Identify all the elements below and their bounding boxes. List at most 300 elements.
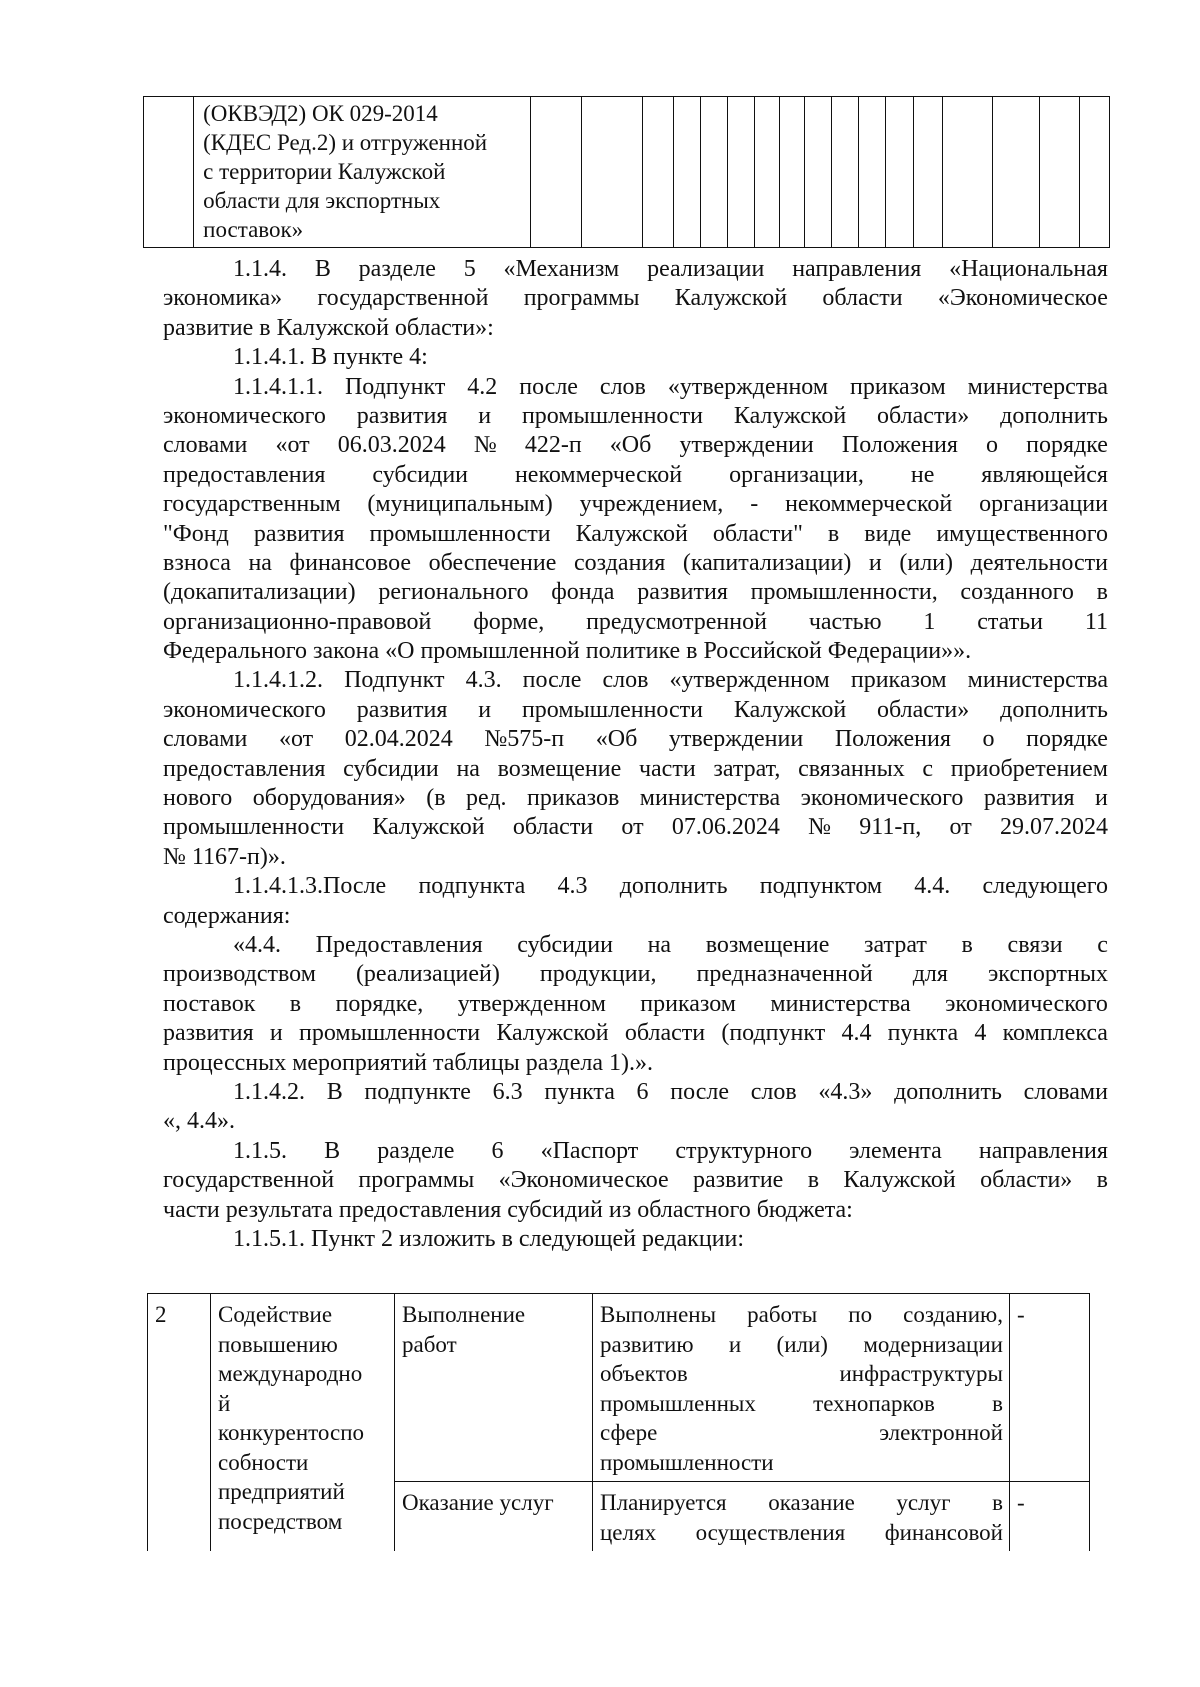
body-line [163, 578, 1108, 607]
word: имущественного [936, 520, 1108, 547]
word: после [522, 667, 582, 694]
word: от [949, 814, 972, 841]
word: № [808, 814, 832, 841]
word: «Экономическое [937, 285, 1108, 312]
word: Предоставления [315, 931, 483, 958]
bottom-table-desc-cell [593, 1482, 1010, 1552]
body-line [163, 755, 1108, 784]
word: пункта [544, 1078, 615, 1105]
word: разделе [377, 1137, 455, 1164]
body-line [233, 872, 1108, 901]
word: (в [426, 785, 446, 812]
word: оказание [768, 1490, 855, 1515]
word: 4.4. [914, 873, 951, 900]
bottom-table-type-cell [395, 1294, 593, 1482]
word: развития [163, 1020, 254, 1047]
body-line: содержания: [163, 902, 291, 929]
word: программы [523, 285, 640, 312]
word: Планируется [600, 1490, 727, 1515]
word: элемента [849, 1137, 942, 1164]
word: части [638, 755, 696, 782]
word: на [456, 755, 480, 782]
word: созданию, [903, 1302, 1003, 1327]
word: (реализацией) [355, 961, 500, 988]
word: финансовой [884, 1519, 1003, 1545]
body-line [163, 990, 1108, 1019]
word: 29.07.2024 [999, 814, 1108, 841]
word: В [324, 1137, 341, 1164]
top-table-num-cell [144, 97, 194, 248]
top-table-empty-cell [914, 97, 943, 248]
word: 6.3 [492, 1078, 523, 1105]
word: экономического [800, 785, 964, 812]
word: на [248, 549, 272, 576]
bottom-table-last-cell [1010, 1482, 1090, 1552]
word: некоммерческой [514, 461, 683, 488]
word: «Механизм [503, 256, 620, 282]
top-table-empty-cell [582, 97, 642, 248]
word: словами [1023, 1078, 1108, 1105]
word: Положения [841, 432, 958, 459]
word: № [473, 432, 497, 459]
body-line [233, 1078, 1108, 1107]
word: частью [808, 608, 882, 635]
name-line: собности [218, 1449, 309, 1475]
word: организации, [729, 461, 864, 488]
word: учреждением, [579, 491, 724, 518]
type-line: Оказание услуг [402, 1490, 554, 1515]
word: 11 [1084, 608, 1108, 635]
word: подпункта [418, 873, 526, 900]
body-line [163, 1019, 1108, 1048]
bottom-table-num-cell [148, 1294, 211, 1552]
word: развития [253, 520, 345, 547]
desc-line [600, 1518, 1003, 1548]
word: области [512, 814, 594, 841]
word: приказом [850, 667, 947, 694]
word: (капитализации) [682, 549, 852, 576]
type-line: работ [402, 1331, 457, 1357]
word: промышленности [369, 520, 551, 547]
word: не [910, 461, 935, 488]
body-line: процессных мероприятий таблицы раздела 1).». [163, 1049, 653, 1076]
body-line [233, 1137, 1108, 1166]
word: приказом [640, 990, 736, 1017]
top-table-empty-cell [673, 97, 700, 248]
word: Подпункт [344, 667, 445, 694]
body-line [163, 696, 1108, 725]
word: возмещение [497, 755, 622, 782]
word: Калужской [372, 814, 485, 841]
word: 4.2 [467, 373, 498, 400]
word: дополнить [1000, 402, 1108, 429]
body-line [163, 520, 1108, 549]
word: и [728, 1331, 742, 1357]
word: (докапитализации) [163, 579, 356, 606]
word: и [269, 1020, 283, 1047]
word: 4.3. [465, 667, 502, 694]
word: статьи [977, 608, 1043, 635]
top-table-line: поставок» [203, 217, 304, 242]
word: организации [979, 491, 1108, 518]
word: «Экономическое [498, 1167, 669, 1194]
word: (муниципальным) [367, 491, 553, 518]
word: Калужской [733, 402, 847, 429]
word: в [992, 1390, 1003, 1416]
desc-line [600, 1389, 1003, 1419]
word: области» [877, 402, 970, 429]
body-line: 1.1.4.1. В пункте 4: [233, 344, 428, 371]
word: услуг [896, 1490, 951, 1515]
desc-line [600, 1359, 1003, 1389]
word: №575-п [484, 726, 565, 753]
word: 07.06.2024 [671, 814, 780, 841]
word: инфраструктуры [839, 1361, 1003, 1386]
word: области" [712, 520, 803, 547]
body-line [163, 725, 1108, 754]
word: 1.1.4.1.2. [233, 667, 323, 694]
word: регионального [378, 579, 529, 606]
dash-value: - [1017, 1490, 1025, 1515]
word: «Об [595, 726, 638, 753]
body-line [233, 255, 1108, 284]
word: электронной [879, 1420, 1003, 1445]
word: в [961, 931, 973, 958]
word: порядке [1026, 726, 1108, 753]
word: в [1096, 579, 1108, 606]
desc-line [600, 1418, 1003, 1448]
word: государственным [163, 491, 341, 518]
word: государственной [317, 285, 489, 312]
word: предоставления [163, 755, 326, 782]
word: следующего [982, 873, 1108, 900]
word: развития [356, 696, 448, 723]
word: утверждении [668, 726, 804, 753]
word: экономического [163, 402, 326, 429]
top-table-empty-cell [700, 97, 727, 248]
word: обеспечение [428, 549, 557, 576]
top-table-empty-cell [804, 97, 831, 248]
word: «Паспорт [540, 1137, 639, 1164]
word: структурного [675, 1137, 813, 1164]
word: Подпункт [344, 373, 446, 400]
word: предусмотренной [586, 608, 767, 635]
word: 1.1.4.1.1. [233, 373, 323, 400]
top-table-empty-cell [832, 97, 859, 248]
word: области» [980, 1167, 1073, 1194]
word: 1 [923, 608, 936, 635]
word: 5 [463, 256, 476, 282]
word: «4.3» [818, 1078, 873, 1105]
word: с [1097, 931, 1108, 958]
word: - [750, 491, 759, 518]
word: от [621, 814, 644, 841]
word: и [478, 402, 492, 429]
type-line: Выполнение [402, 1302, 526, 1327]
word: утвержденном [457, 990, 606, 1017]
top-table-empty-cell [943, 97, 993, 248]
word: связанных [798, 755, 905, 782]
word: экспортных [987, 961, 1108, 988]
top-table-empty-cell [531, 97, 582, 248]
body-line [163, 431, 1108, 460]
word: развития [983, 785, 1075, 812]
word: после [519, 373, 578, 400]
word: субсидии [517, 931, 613, 958]
word: о [982, 726, 995, 753]
word: «от [275, 432, 310, 459]
word: производством [163, 961, 316, 988]
word: дополнить [1000, 696, 1108, 723]
word: продукции, [539, 961, 657, 988]
word: (подпункт [721, 1020, 826, 1047]
word: связи [1007, 931, 1063, 958]
word: области [624, 1020, 706, 1047]
word: разделе [358, 256, 436, 282]
word: являющейся [981, 461, 1108, 488]
word: словами [163, 432, 248, 459]
row-number: 2 [155, 1302, 167, 1327]
word: 6 [636, 1078, 649, 1105]
word: экономического [945, 990, 1108, 1017]
body-line [163, 960, 1108, 989]
body-line: «, 4.4». [163, 1108, 235, 1135]
word: поставок [163, 990, 256, 1017]
word: В [326, 1078, 343, 1105]
top-table-line: области для экспортных [203, 188, 441, 213]
body-line [233, 666, 1108, 695]
top-table [143, 96, 1110, 248]
word: организационно-правовой [163, 608, 432, 635]
word: форме, [473, 608, 545, 635]
word: 4 [974, 1020, 987, 1047]
word: «Об [609, 432, 652, 459]
bottom-table-last-cell [1010, 1294, 1090, 1482]
word: 06.03.2024 [337, 432, 446, 459]
word: ред. [466, 785, 507, 812]
word: промышленных [600, 1390, 756, 1416]
word: пункта [887, 1020, 959, 1047]
word: создания [574, 549, 666, 576]
word: 02.04.2024 [344, 726, 453, 753]
name-line: повышению [218, 1331, 338, 1357]
word: области» [877, 696, 970, 723]
word: в [992, 1490, 1003, 1515]
name-line: предприятий [218, 1479, 345, 1504]
word: области [822, 285, 903, 312]
body-line [163, 549, 1108, 578]
word: промышленности [521, 402, 704, 429]
word: Калужской [575, 520, 688, 547]
word: направления [978, 1137, 1108, 1164]
bottom-table-desc-cell [593, 1294, 1010, 1482]
word: созданного [960, 579, 1074, 606]
word: "Фонд [163, 520, 229, 547]
word: развитию [600, 1331, 694, 1357]
word: 1.1.4.1.3.После [233, 873, 387, 900]
word: промышленности, [750, 579, 938, 606]
word: Калужской [496, 1020, 609, 1047]
word: развития [637, 579, 728, 606]
word: о [986, 432, 999, 459]
word: подпункте [364, 1078, 471, 1105]
top-table-empty-cell [886, 97, 914, 248]
word: направления [792, 256, 922, 282]
word: по [848, 1302, 873, 1327]
word: 1.1.4. [233, 256, 287, 282]
word: порядке, [335, 990, 424, 1017]
word: экономика» [163, 285, 283, 312]
word: фонда [551, 579, 615, 606]
word: (или) [776, 1331, 828, 1357]
word: предоставления [163, 461, 326, 488]
top-table-empty-cell [642, 97, 673, 248]
word: дополнить [894, 1078, 1002, 1105]
body-line: № 1167-п)». [163, 843, 286, 870]
body-line [163, 490, 1108, 519]
word: в [1096, 1167, 1108, 1194]
body-line [163, 402, 1108, 431]
word: нового [163, 785, 233, 812]
word: приказов [527, 785, 620, 812]
word: субсидии [343, 755, 439, 782]
body-line [163, 1166, 1108, 1195]
word: (или) [899, 549, 954, 576]
word: и [1095, 785, 1108, 812]
word: приобретением [950, 755, 1108, 782]
body-line: 1.1.5.1. Пункт 2 изложить в следующей редакции: [233, 1225, 745, 1252]
word: целях [600, 1519, 657, 1545]
word: на [647, 931, 672, 958]
word: предназначенной [696, 961, 873, 988]
word: Калужской [674, 285, 788, 312]
word: «4.4. [233, 931, 281, 958]
body-line: Федерального закона «О промышленной политике в Российской Федерации»». [163, 638, 972, 665]
desc-line [600, 1330, 1003, 1360]
top-table-empty-cell [727, 97, 754, 248]
word: министерства [967, 373, 1108, 400]
word: 911-п, [859, 814, 922, 841]
name-line: международно [218, 1361, 363, 1386]
body-line [233, 373, 1108, 402]
word: приказом [850, 373, 946, 400]
body-line [163, 608, 1108, 637]
word: в [807, 1167, 820, 1194]
word: в [827, 520, 840, 547]
bottom-table-name-cell [211, 1294, 395, 1552]
word: сфере [600, 1420, 658, 1445]
word: подпунктом [759, 873, 883, 900]
word: модернизации [863, 1331, 1003, 1357]
word: осуществления [695, 1519, 846, 1545]
word: Выполнены [600, 1302, 717, 1327]
top-table-text-cell [194, 97, 531, 248]
body-line: части результата предоставления субсидий из областного бюджета: [163, 1196, 853, 1223]
word: Положения [834, 726, 951, 753]
word: экономического [163, 696, 326, 723]
word: объектов [600, 1361, 688, 1386]
word: порядке [1026, 432, 1108, 459]
top-table-line: (ОКВЭД2) ОК 029-2014 [203, 101, 438, 126]
word: словами [163, 726, 248, 753]
word: министерства [770, 990, 911, 1017]
word: оборудования» [252, 785, 406, 812]
name-line: й [218, 1390, 231, 1416]
word: затрат, [713, 755, 781, 782]
body-line [163, 461, 1108, 490]
bottom-table-type-cell [395, 1482, 593, 1552]
word: Калужской [843, 1167, 956, 1194]
top-table-empty-cell [1079, 97, 1109, 248]
word: «от [278, 726, 314, 753]
word: развития [356, 402, 448, 429]
word: возмещение [705, 931, 830, 958]
word: дополнить [619, 873, 728, 900]
word: 1.1.4.2. [233, 1078, 305, 1105]
word: министерства [967, 667, 1108, 694]
word: реализации [647, 256, 765, 282]
body-line [163, 784, 1108, 813]
word: 4.4 [841, 1020, 872, 1047]
word: в [289, 990, 302, 1017]
word: промышленности [521, 696, 704, 723]
word: промышленности [163, 814, 345, 841]
word: и [868, 549, 882, 576]
word: и [478, 696, 492, 723]
word: деятельности [970, 549, 1108, 576]
name-line: Содействие [218, 1302, 333, 1327]
top-table-empty-cell [993, 97, 1039, 248]
word: развитие [693, 1167, 784, 1194]
word: В [314, 256, 331, 282]
word: «Национальная [949, 256, 1108, 282]
top-table-line: (КДЕС Ред.2) и отгруженной [203, 130, 488, 155]
word: 6 [491, 1137, 504, 1164]
word: министерства [639, 785, 781, 812]
word: некоммерческой [785, 491, 953, 518]
word: государственной [163, 1167, 335, 1194]
word: промышленности [299, 1020, 481, 1047]
word: «утвержденном [669, 667, 830, 694]
top-table-line: с территории Калужской [203, 159, 446, 184]
body-line [233, 931, 1108, 960]
top-table-empty-cell [859, 97, 886, 248]
word: слов [599, 373, 646, 400]
word: виде [864, 520, 912, 547]
body-line: развитие в Калужской области»: [163, 314, 494, 341]
word: комплекса [1002, 1020, 1108, 1047]
top-table-empty-cell [754, 97, 779, 248]
word: работы [747, 1302, 818, 1327]
name-line: конкурентоспо [218, 1420, 365, 1445]
word: субсидии [372, 461, 469, 488]
word: слов [750, 1078, 797, 1105]
word: после [670, 1078, 729, 1105]
word: с [922, 755, 934, 782]
word: утверждении [679, 432, 814, 459]
word: взноса [163, 549, 231, 576]
body-line [163, 284, 1108, 313]
body-line [163, 813, 1108, 842]
word: технопарков [813, 1390, 935, 1416]
word: слов [602, 667, 649, 694]
desc-line: промышленности [600, 1449, 774, 1475]
word: Калужской [733, 696, 847, 723]
word: финансовое [289, 549, 412, 576]
word: для [912, 961, 948, 988]
desc-line [600, 1300, 1003, 1330]
word: 4.3 [557, 873, 588, 900]
